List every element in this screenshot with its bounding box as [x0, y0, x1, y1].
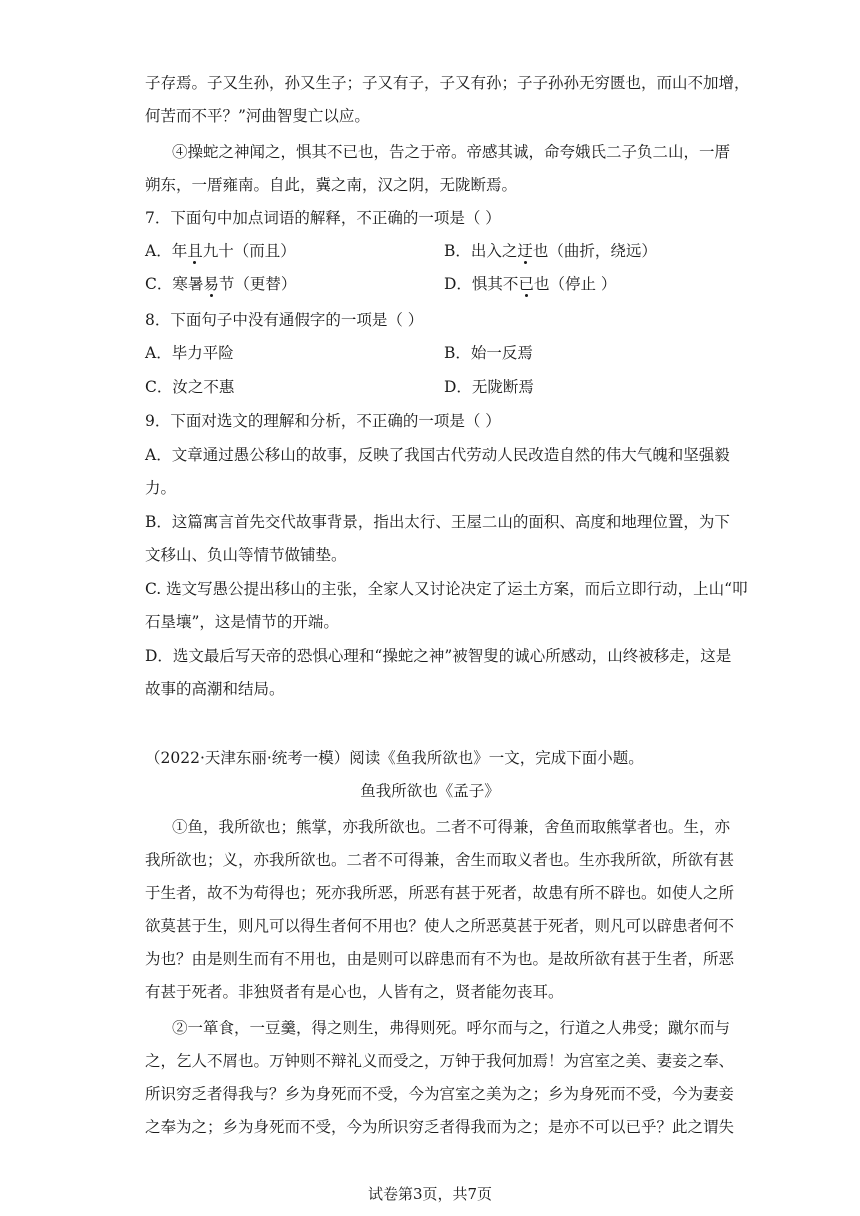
q9-option-b-cont: 文移山、负山等情节做铺垫。 — [145, 546, 347, 564]
passage-line: 为也？由是则生而有不用也，由是则可以辟患而有不为也。是故所欲有甚于生者，所恶 — [145, 950, 735, 968]
q8-option-a: A．毕力平险 — [145, 344, 234, 362]
emphasis-dot-char: 且 — [187, 242, 203, 260]
q7-option-c: C．寒暑易节（更替） — [145, 275, 297, 293]
passage-line: 我所欲也；义，亦我所欲也。二者不可得兼，舍生而取义者也。生亦我所欲，所欲有甚 — [145, 851, 735, 869]
passage-line: 之，乞人不屑也。万钟则不辩礼义而受之，万钟于我何加焉！为宫室之美、妻妾之奉、 — [145, 1052, 735, 1070]
passage-line: 欲莫甚于生，则凡可以得生者何不用也？使人之所恶莫甚于死者，则凡可以辟患者何不 — [145, 917, 735, 935]
q9-option-d-cont: 故事的高潮和结局。 — [145, 680, 285, 698]
question-9-stem: 9．下面对选文的理解和分析，不正确的一项是（ ） — [145, 412, 501, 430]
question-8-stem: 8．下面句子中没有通假字的一项是（ ） — [145, 311, 424, 329]
paragraph-4-line: 朔东，一厝雍南。自此，冀之南，汉之阴，无陇断焉。 — [145, 176, 518, 194]
q8-option-b: B．始一反焉 — [444, 344, 533, 362]
q9-option-c: C. 选文写愚公提出移山的主张，全家人又讨论决定了运土方案，而后立即行动，上山“叩 — [145, 580, 748, 598]
emphasis-dot-char: 已 — [518, 275, 534, 293]
q7-option-b: B．出入之迂也（曲折，绕远） — [444, 242, 657, 260]
q9-option-a-cont: 力。 — [145, 479, 177, 497]
passage-title: 鱼我所欲也《孟子》 — [360, 782, 500, 800]
page-footer: 试卷第3页，共7页 — [367, 1185, 493, 1203]
emphasis-dot-char: 迂 — [517, 242, 533, 260]
section-intro: （2022·天津东丽·统考一模）阅读《鱼我所欲也》一文，完成下面小题。 — [145, 749, 644, 767]
q7-option-a: A．年且九十（而且） — [145, 242, 296, 260]
text-line: 子存焉。子又生孙，孙又生子；子又有子，子又有孙；子子孙孙无穷匮也，而山不加增， — [145, 74, 750, 92]
emphasis-dot-char: 易 — [203, 275, 219, 293]
passage-line: 所识穷乏者得我与？乡为身死而不受，今为宫室之美为之；乡为身死而不受，今为妻妾 — [145, 1085, 735, 1103]
text-line: 何苦而不平？”河曲智叟亡以应。 — [145, 107, 370, 125]
q9-option-a: A．文章通过愚公移山的故事，反映了我国古代劳动人民改造自然的伟大气魄和坚强毅 — [145, 446, 730, 464]
passage-line: 之奉为之；乡为身死而不受，今为所识穷乏者得我而为之；是亦不可以已乎？此之谓失 — [145, 1118, 735, 1136]
q8-option-c: C．汝之不惠 — [145, 378, 235, 396]
q9-option-b: B．这篇寓言首先交代故事背景，指出太行、王屋二山的面积、高度和地理位置，为下 — [145, 513, 730, 531]
paragraph-4-line: ④操蛇之神闻之，惧其不已也，告之于帝。帝感其诚，命夸娥氏二子负二山，一厝 — [172, 143, 731, 161]
passage-line: 有甚于死者。非独贤者有是心也，人皆有之，贤者能勿丧耳。 — [145, 983, 564, 1001]
q9-option-d: D．选文最后写天帝的恐惧心理和“操蛇之神”被智叟的诚心所感动，山终被移走，这是 — [145, 647, 732, 665]
q8-option-d: D．无陇断焉 — [444, 378, 534, 396]
q7-option-d: D．惧其不已也（停止 ） — [444, 275, 617, 293]
question-7-stem: 7．下面句中加点词语的解释，不正确的一项是（ ） — [145, 209, 501, 227]
q9-option-c-cont: 石垦壤”，这是情节的开端。 — [145, 613, 339, 631]
passage-line: ②一箪食，一豆羹，得之则生，弗得则死。呼尔而与之，行道之人弗受；蹴尔而与 — [172, 1019, 731, 1037]
passage-line: 于生者，故不为苟得也；死亦我所恶，所恶有甚于死者，故患有所不辟也。如使人之所 — [145, 884, 735, 902]
passage-line: ①鱼，我所欲也；熊掌，亦我所欲也。二者不可得兼，舍鱼而取熊掌者也。生，亦 — [172, 818, 731, 836]
